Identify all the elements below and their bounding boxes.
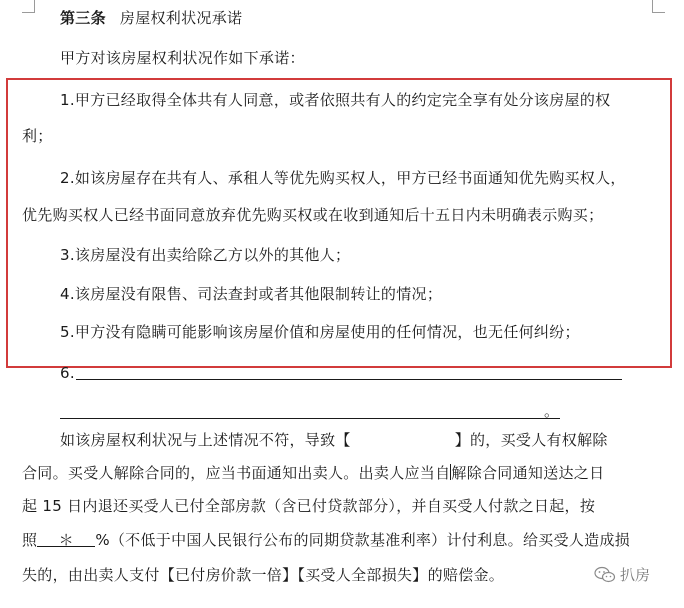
clause-line-4-start: 照 bbox=[22, 531, 38, 549]
clause-line-2-end: 解除合同通知送达之日 bbox=[451, 464, 605, 482]
item-2-line-2: 优先购买权人已经书面同意放弃优先购买权或在收到通知后十五日内未明确表示购买； bbox=[22, 206, 604, 224]
item-1-line-2: 利； bbox=[22, 127, 53, 145]
clause-line-4 bbox=[22, 530, 630, 550]
clause-line-5: 失的，由出卖人支付【已付房价款一倍】【买受人全部损失】的赔偿金。 bbox=[22, 566, 505, 584]
blank-line-1 bbox=[76, 379, 622, 380]
item-2-line-1: 2.如该房屋存在共有人、承租人等优先购买权人，甲方已经书面通知优先购买权人， bbox=[60, 169, 626, 187]
crop-mark-left bbox=[22, 0, 35, 13]
article-number: 第三条 bbox=[60, 9, 106, 27]
watermark-text: 扒房 bbox=[620, 566, 651, 584]
clause-line-1-end: 】的，买受人有权解除 bbox=[454, 431, 608, 449]
article-title: 房屋权利状况承诺 bbox=[119, 9, 243, 27]
interest-rate-field: ＊ bbox=[37, 530, 95, 547]
clause-line-4-end: %（不低于中国人民银行公布的同期贷款基准利率）计付利息。给买受人造成损 bbox=[95, 531, 631, 549]
crop-mark-right bbox=[652, 0, 665, 13]
blank-end-mark: 。 bbox=[544, 402, 560, 420]
wechat-icon bbox=[594, 566, 616, 584]
item-1-line-1: 1.甲方已经取得全体共有人同意，或者依照共有人的约定完全享有处分该房屋的权 bbox=[60, 91, 611, 109]
watermark bbox=[594, 564, 650, 585]
article-intro: 甲方对该房屋权利状况作如下承诺： bbox=[60, 49, 305, 67]
item-3: 3.该房屋没有出卖给除乙方以外的其他人； bbox=[60, 246, 351, 264]
clause-line-3: 起 15 日内退还买受人已付全部房款（含已付贷款部分），并自买受人付款之日起，按 bbox=[22, 497, 596, 515]
item-4: 4.该房屋没有限售、司法查封或者其他限制转让的情况； bbox=[60, 285, 443, 303]
clause-line-2 bbox=[22, 463, 604, 483]
clause-line-1 bbox=[60, 430, 608, 450]
blank-line-2 bbox=[60, 418, 560, 419]
article-heading bbox=[60, 8, 242, 28]
blank-item-number: 6. bbox=[60, 364, 75, 382]
item-5: 5.甲方没有隐瞒可能影响该房屋价值和房屋使用的任何情况，也无任何纠纷； bbox=[60, 323, 580, 341]
clause-line-1-start: 如该房屋权利状况与上述情况不符，导致【 bbox=[60, 431, 351, 449]
clause-line-2-start: 合同。买受人解除合同的，应当书面通知出卖人。出卖人应当自 bbox=[22, 464, 451, 482]
